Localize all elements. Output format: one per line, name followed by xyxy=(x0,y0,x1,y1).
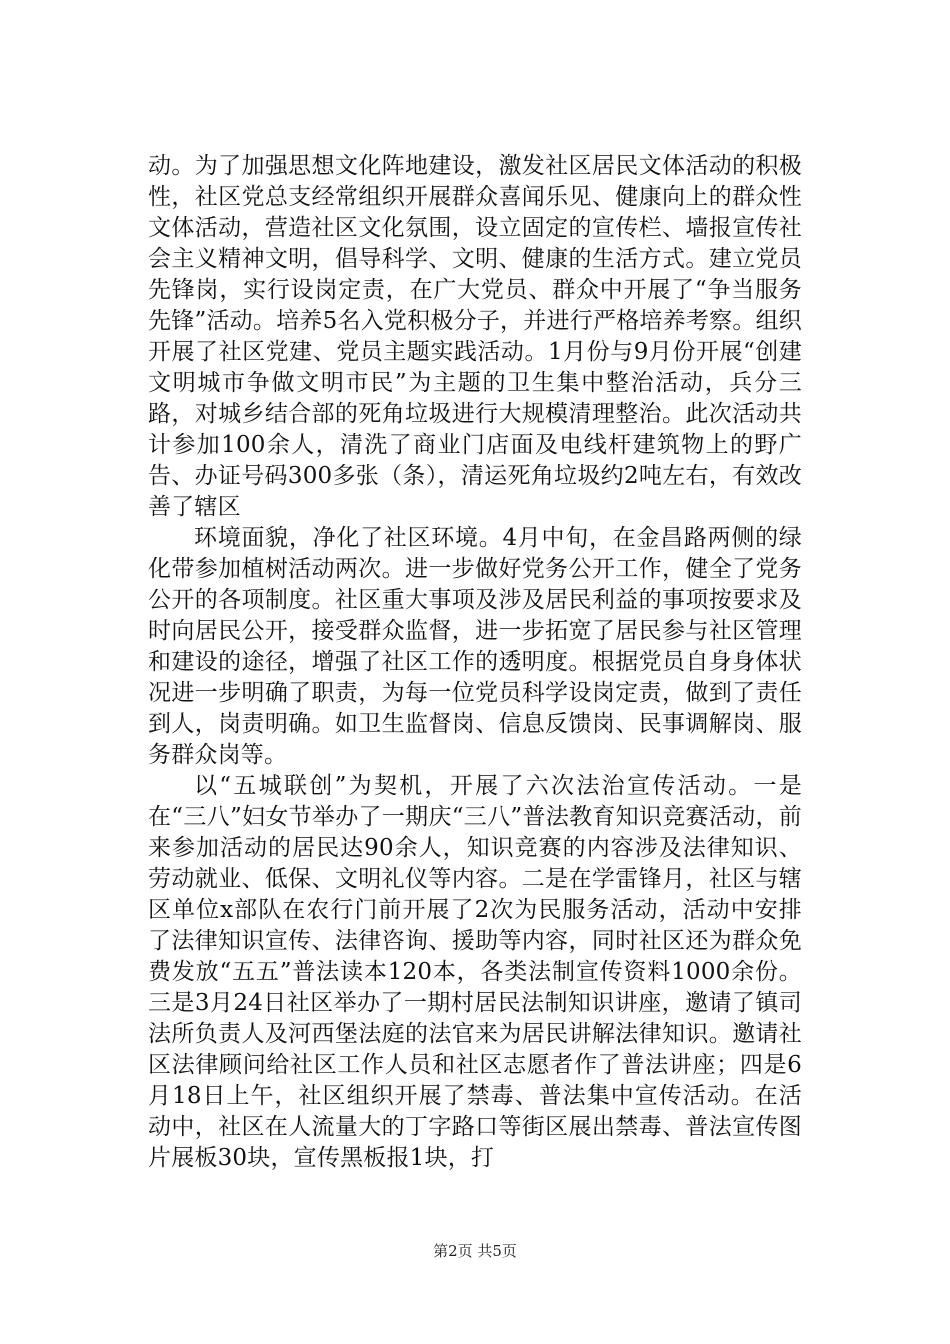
paragraph-3: 以“五城联创”为契机，开展了六次法治宣传活动。一是在“三八”妇女节举办了一期庆“三八”普法教育知识竞赛活动，前来参加活动的居民达90余人，知识竞赛的内容涉及法律知识、劳动就业、低保、文明礼仪等内容。二是在学雷锋月，社区与辖区单位x部队在农行门前开展了2次为民服务活动，活动中安排了法律知识宣传、法律咨询、援助等内容，同时社区还为群众免费发放“五五”普法读本120本，各类法制宣传资料1000余份。三是3月24日社区举办了一期村居民法制知识讲座，邀请了镇司法所负责人及河西堡法庭的法官来为居民讲解法律知识。邀请社区法律顾问给社区工作人员和社区志愿者作了普法讲座；四是6月18日上午，社区组织开展了禁毒、普法集中宣传活动。在活动中，社区在人流量大的丁字路口等街区展出禁毒、普法宣传图片展板30块，宣传黑板报1块，打 xyxy=(148,773,802,1171)
document-body xyxy=(148,151,802,1174)
page-number-footer: 第2页 共5页 xyxy=(433,1242,517,1260)
paragraph-2: 环境面貌，净化了社区环境。4月中旬，在金昌路两侧的绿化带参加植树活动两次。进一步做好党务公开工作，健全了党务公开的各项制度。社区重大事项及涉及居民利益的事项按要求及时向居民公开，接受群众监督，进一步拓宽了居民参与社区管理和建设的途径，增强了社区工作的透明度。根据党员自身身体状况进一步明确了职责，为每一位党员科学设岗定责，做到了责任到人，岗责明确。如卫生监督岗、信息反馈岗、民事调解岗、服务群众岗等。 xyxy=(148,525,802,768)
paragraph-1: 动。为了加强思想文化阵地建设，激发社区居民文体活动的积极性，社区党总支经常组织开展群众喜闻乐见、健康向上的群众性文体活动，营造社区文化氛围，设立固定的宣传栏、墙报宣传社会主义精神文明，倡导科学、文明、健康的生活方式。建立党员先锋岗，实行设岗定责，在广大党员、群众中开展了“争当服务先锋”活动。培养5名入党积极分子，并进行严格培养考察。组织开展了社区党建、党员主题实践活动。1月份与9月份开展“创建文明城市争做文明市民”为主题的卫生集中整治活动，兵分三路，对城乡结合部的死角垃圾进行大规模清理整治。此次活动共计参加100余人，清洗了商业门店面及电线杆建筑物上的野广告、办证号码300多张（条），清运死角垃圾约2吨左右，有效改善了辖区 xyxy=(148,153,802,520)
